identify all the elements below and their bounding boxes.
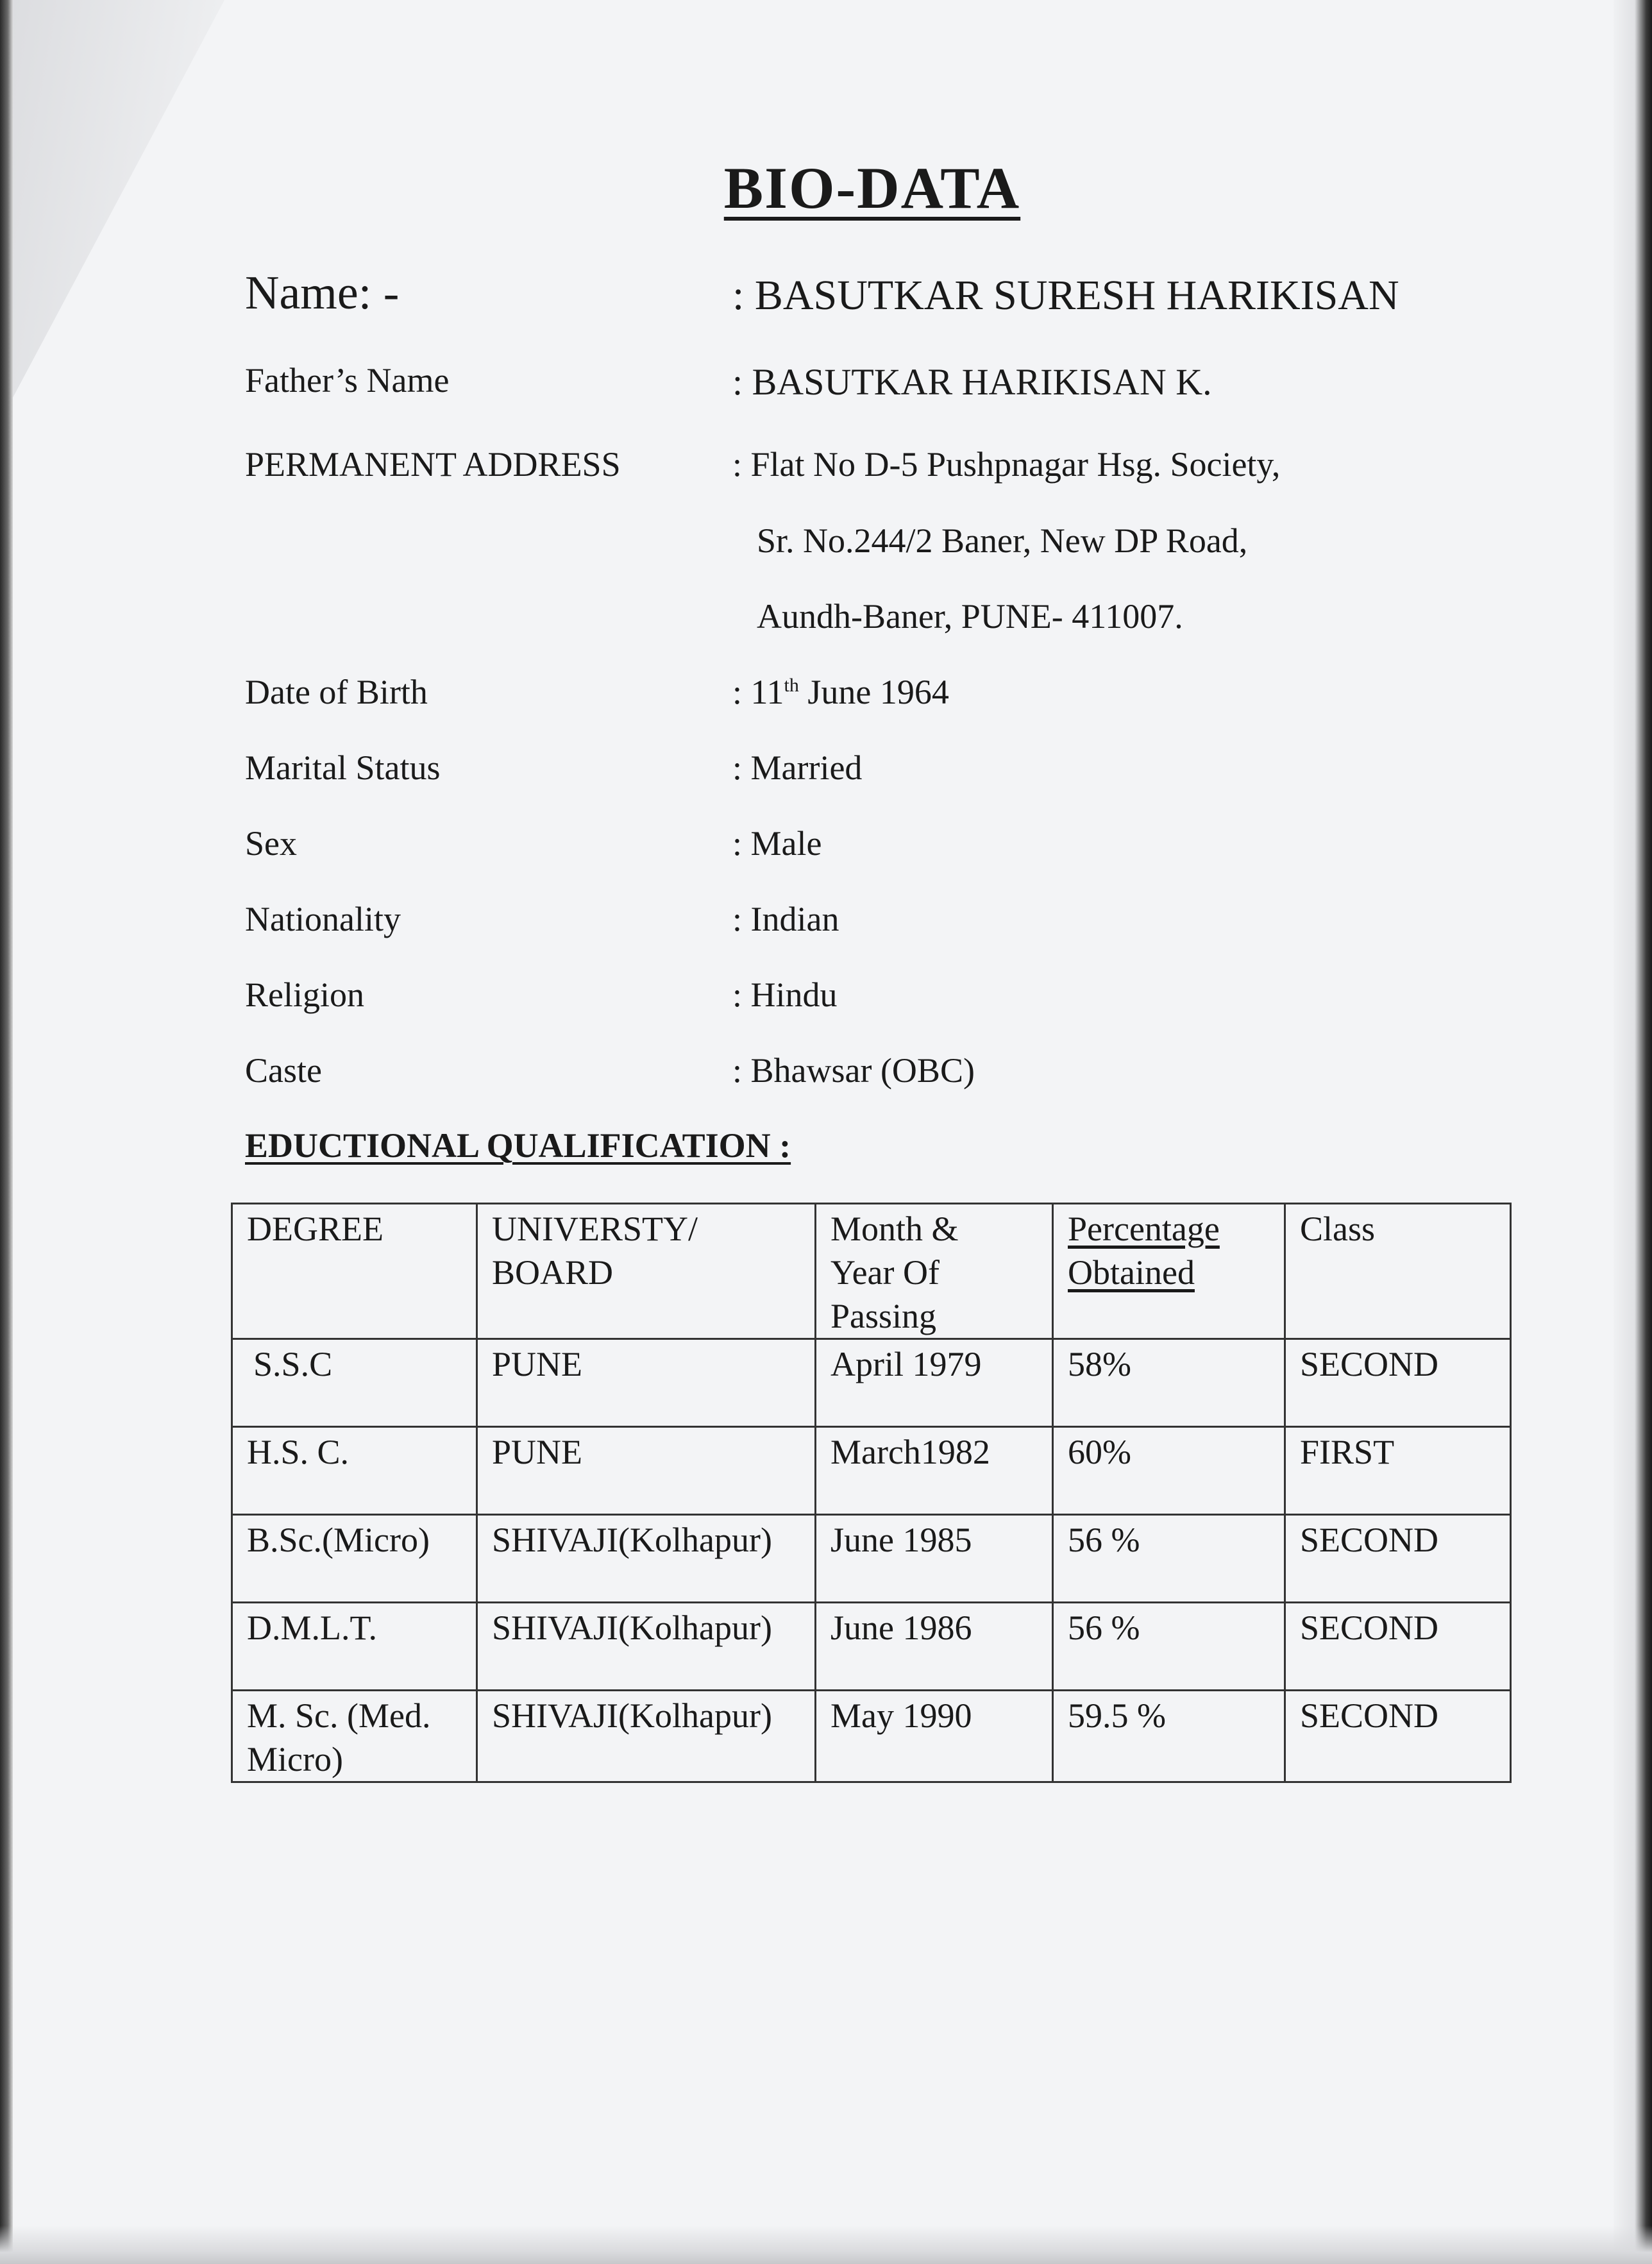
address-label: PERMANENT ADDRESS [245,445,621,484]
caste-value: : Bhawsar (OBC) [732,1051,975,1090]
cell-class: SECOND [1285,1339,1511,1427]
header-degree: DEGREE [232,1204,477,1339]
cell-degree: S.S.C [232,1339,477,1427]
cell-class: SECOND [1285,1515,1511,1603]
cell-percentage: 56 % [1053,1603,1285,1691]
table-row [232,1339,1511,1427]
cell-degree: B.Sc.(Micro) [232,1515,477,1603]
cell-percentage: 59.5 % [1053,1691,1285,1782]
dob-value: : 11th June 1964 [732,673,949,711]
nationality-value: : Indian [732,900,839,938]
cell-passing: June 1986 [816,1603,1053,1691]
header-class: Class [1285,1204,1511,1339]
address-line-1: : Flat No D-5 Pushpnagar Hsg. Society, [732,445,1281,484]
religion-label: Religion [245,976,364,1014]
education-table [231,1203,1512,1783]
address-line-3: Aundh-Baner, PUNE- 411007. [757,597,1183,636]
table-row [232,1603,1511,1691]
document-title: BIO-DATA [723,155,1021,221]
cell-degree: H.S. C. [232,1427,477,1515]
marital-status-label: Marital Status [245,748,441,787]
cell-percentage: 58% [1053,1339,1285,1427]
cell-university: PUNE [477,1427,816,1515]
table-header-row [232,1204,1511,1339]
cell-class: SECOND [1285,1691,1511,1782]
table-row [232,1515,1511,1603]
header-university: UNIVERSTY/ BOARD [477,1204,816,1339]
cell-passing: May 1990 [816,1691,1053,1782]
father-name-value: : BASUTKAR HARIKISAN K. [732,361,1212,403]
cell-degree: D.M.L.T. [232,1603,477,1691]
cell-percentage: 60% [1053,1427,1285,1515]
cell-degree: M. Sc. (Med. Micro) [232,1691,477,1782]
name-value: : BASUTKAR SURESH HARIKISAN [732,272,1399,319]
cell-class: FIRST [1285,1427,1511,1515]
sex-value: : Male [732,824,822,863]
religion-value: : Hindu [732,976,838,1014]
cell-passing: April 1979 [816,1339,1053,1427]
address-line-2: Sr. No.244/2 Baner, New DP Road, [757,521,1248,560]
table-row [232,1691,1511,1782]
table-row [232,1427,1511,1515]
cell-university: PUNE [477,1339,816,1427]
cell-class: SECOND [1285,1603,1511,1691]
sex-label: Sex [245,824,297,863]
dob-label: Date of Birth [245,673,428,711]
nationality-label: Nationality [245,900,401,938]
caste-label: Caste [245,1051,322,1090]
header-percentage: Percentage Obtained [1053,1204,1285,1339]
cell-university: SHIVAJI(Kolhapur) [477,1515,816,1603]
cell-passing: June 1985 [816,1515,1053,1603]
father-name-label: Father’s Name [245,361,450,400]
cell-passing: March1982 [816,1427,1053,1515]
header-month-year: Month & Year Of Passing [816,1204,1053,1339]
cell-university: SHIVAJI(Kolhapur) [477,1691,816,1782]
education-heading: EDUCTIONAL QUALIFICATION : [245,1126,791,1165]
marital-status-value: : Married [732,748,863,787]
name-label: Name: - [245,267,400,319]
cell-university: SHIVAJI(Kolhapur) [477,1603,816,1691]
cell-percentage: 56 % [1053,1515,1285,1603]
